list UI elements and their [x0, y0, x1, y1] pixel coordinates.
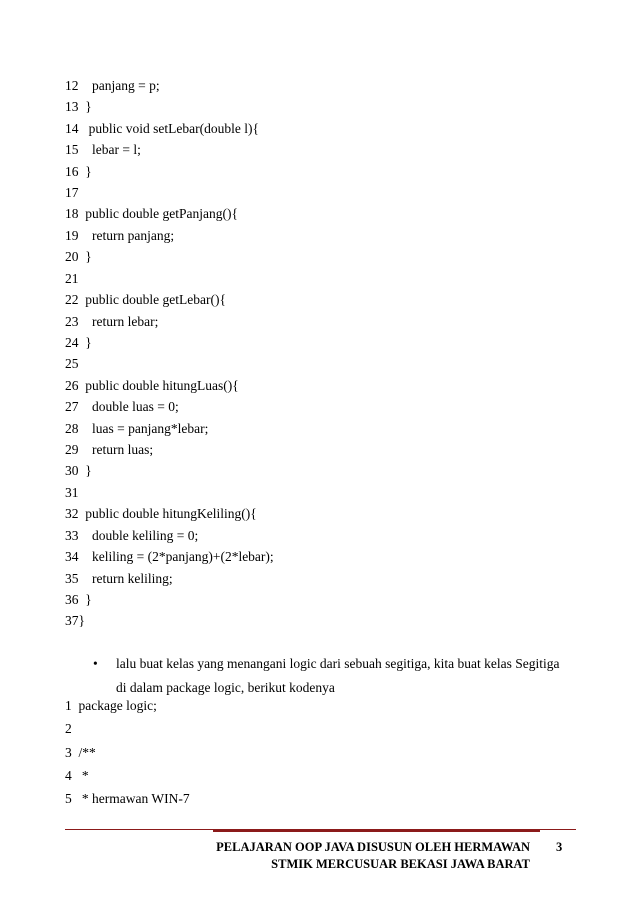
code-line: 19 return panjang; [65, 228, 175, 243]
code-line: 31 [65, 485, 79, 500]
code-line: 13 } [65, 99, 92, 114]
code-line: 33 double keliling = 0; [65, 528, 199, 543]
footer-divider-left [65, 829, 213, 830]
code-line: 24 } [65, 335, 92, 350]
page-number: 3 [556, 840, 563, 854]
code-line: 25 [65, 356, 79, 371]
code-line: 28 luas = panjang*lebar; [65, 421, 209, 436]
code-line: 16 } [65, 164, 92, 179]
footer-divider-thick [213, 829, 540, 832]
code-line: 1 package logic; [65, 698, 157, 713]
code-line: 18 public double getPanjang(){ [65, 206, 238, 221]
code-line: 36 } [65, 592, 92, 607]
code-line: 34 keliling = (2*panjang)+(2*lebar); [65, 549, 274, 564]
code-line: 21 [65, 271, 79, 286]
code-line: 17 [65, 185, 79, 200]
code-line: 22 public double getLebar(){ [65, 292, 226, 307]
code-line: 2 [65, 721, 72, 736]
code-line: 5 * hermawan WIN-7 [65, 791, 190, 806]
code-line: 26 public double hitungLuas(){ [65, 378, 239, 393]
code-line: 30 } [65, 463, 92, 478]
code-line: 15 lebar = l; [65, 142, 141, 157]
code-line: 23 return lebar; [65, 314, 159, 329]
code-line: 12 panjang = p; [65, 78, 160, 93]
bullet-paragraph [93, 652, 573, 700]
code-line: 14 public void setLebar(double l){ [65, 121, 259, 136]
bullet-icon: • [93, 656, 98, 671]
footer-subtitle: STMIK MERCUSUAR BEKASI JAWA BARAT [271, 857, 530, 871]
code-line: 29 return luas; [65, 442, 154, 457]
code-line: 4 * [65, 768, 89, 783]
footer-divider-right [540, 829, 576, 830]
bullet-text: lalu buat kelas yang menangani logic dari sebuah segitiga, kita buat kelas Segitiga di dalam package logic, berikut kodenya [116, 656, 560, 695]
code-line: 3 /** [65, 745, 96, 760]
code-line: 35 return keliling; [65, 571, 173, 586]
code-line: 20 } [65, 249, 92, 264]
footer-title: PELAJARAN OOP JAVA DISUSUN OLEH HERMAWAN [216, 840, 530, 854]
code-line: 27 double luas = 0; [65, 399, 179, 414]
code-line: 37} [65, 613, 85, 628]
code-line: 32 public double hitungKeliling(){ [65, 506, 257, 521]
